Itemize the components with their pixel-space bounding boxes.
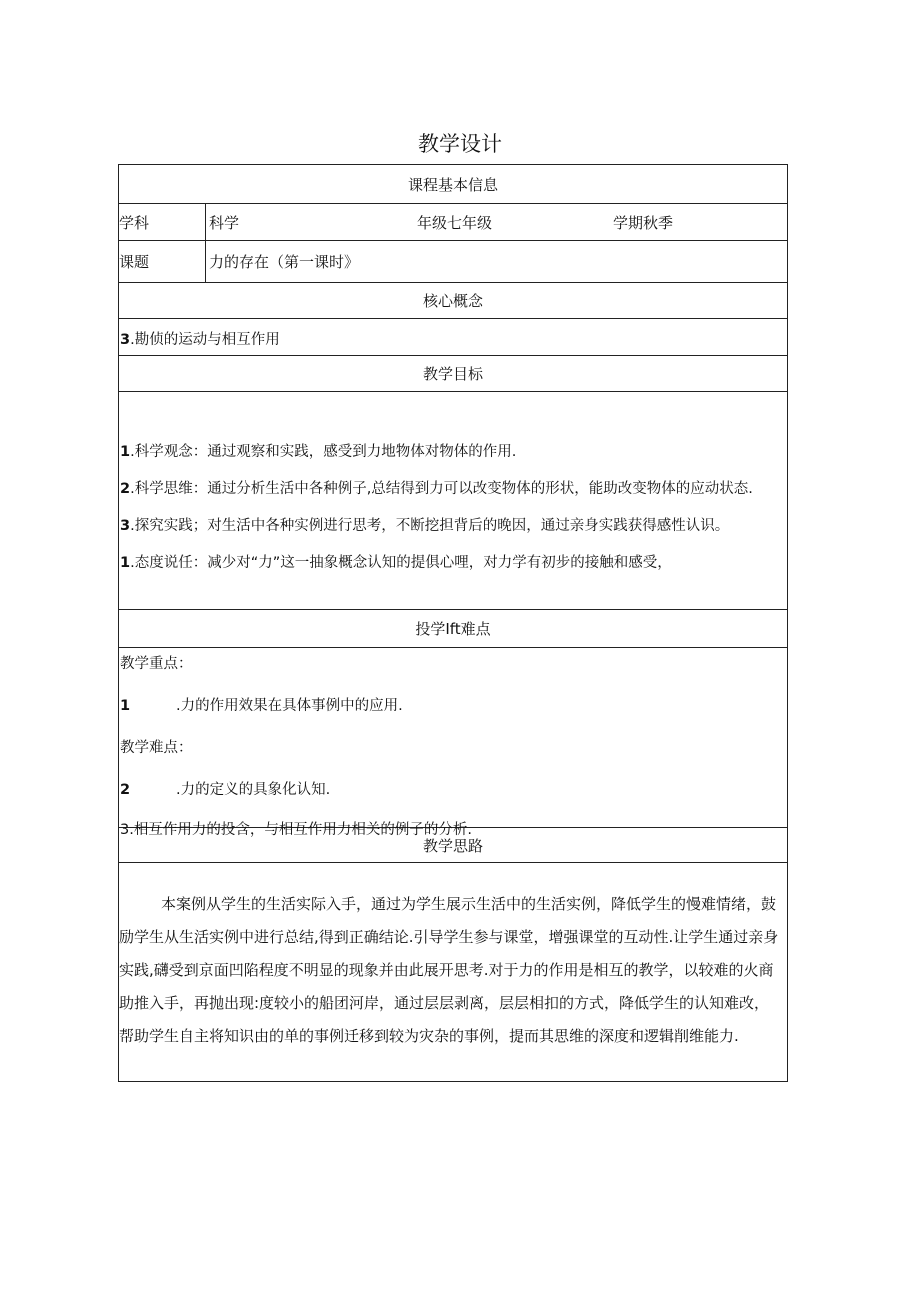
cut-off-line: 3.相互作用力的投含，与相互作用力相关的例子的分析. [120, 822, 472, 838]
difficulty-label: 教学难点： [120, 740, 193, 756]
difficulty-item: 2 .力的定义的具象化认知. [120, 782, 331, 798]
approach-line: 帮助学生自主将知识由的单的事例迁移到较为灾杂的事例，提而其思维的深度和逻辑削维能力. [119, 1027, 739, 1045]
key-points-header: 投学Ift难点 [119, 610, 787, 648]
objective-item: 1.科学观念：通过观察和实践，感受到力地物体对物体的作用. [120, 444, 517, 460]
approach-paragraph [119, 888, 787, 1053]
lesson-plan-table [118, 164, 788, 1082]
core-concept-header: 核心概念 [119, 283, 787, 319]
objectives-row [119, 392, 787, 610]
approach-line: 实践,礴受到京面凹陷程度不明显的现象并由此展开思考.对于力的作用是相互的教学，以较难的火商 [119, 961, 774, 979]
topic-label: 课题 [119, 241, 206, 282]
objective-item: 3.探究实践；对生活中各种实例进行思考，不断挖担背后的晚因，通过亲身实践获得感性认识。 [120, 518, 730, 534]
objective-item: 1.态度说任：减少对“力”这一抽象概念认知的提俱心哩，对力学有初步的接触和感受， [120, 555, 672, 571]
key-points-row [119, 648, 787, 838]
term-value: 学期秋季 [613, 213, 674, 232]
approach-line: 本案例从学生的生活实际入手，通过为学生展示生活中的生活实例，降低学生的慢难情绪，鼓 [161, 895, 777, 913]
subject-label: 学科 [119, 204, 206, 240]
document-title: 教学设计 [418, 132, 502, 156]
subject-row [119, 204, 787, 241]
topic-value: 力的存在（第一课时》 [209, 253, 360, 271]
core-concept-row [119, 319, 787, 356]
grade-value: 年级七年级 [417, 213, 493, 232]
focus-label: 教学重点： [120, 656, 193, 672]
topic-row [119, 241, 787, 283]
focus-item: 1 .力的作用效果在具体事例中的应用. [120, 698, 403, 714]
subject-value: 科学 [209, 213, 240, 232]
approach-row [119, 863, 787, 1081]
core-concept-text: 3.勘侦的运动与相互作用 [120, 332, 280, 348]
approach-line: 励学生从生活实例中进行总结,得到正确结论.引导学生参与课堂，增强课堂的互动性.让学生通过亲身 [119, 928, 779, 946]
approach-line: 助推入手，再抛出现:度较小的船团河岸，通过层层剥离，层层相扣的方式，降低学生的认知难改， [119, 994, 770, 1012]
objective-item: 2.科学思维：通过分析生活中各种例子,总结得到力可以改变物体的形状，能助改变物体的应动状态. [120, 481, 753, 497]
objectives-header: 教学目标 [119, 356, 787, 392]
basic-info-header: 课程基本信息 [119, 165, 787, 204]
approach-header: 教学思路 [119, 828, 787, 863]
